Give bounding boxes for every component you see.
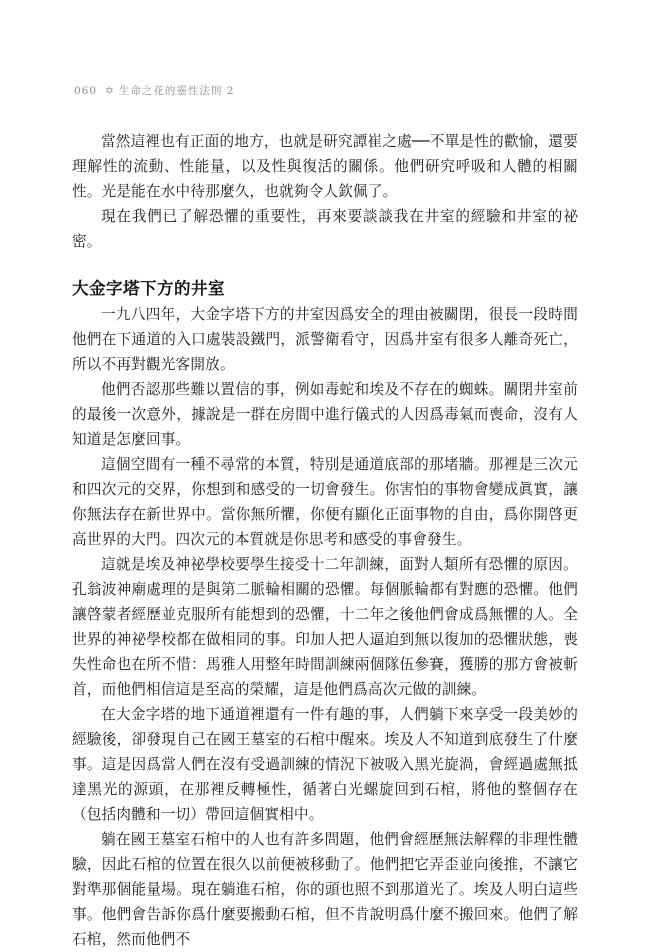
book-title: 生命之花的靈性法則 2: [118, 85, 235, 97]
page-body: [72, 120, 578, 952]
paragraph: 現在我們已了解恐懼的重要性，再來要談談我在井室的經驗和井室的祕密。: [72, 208, 578, 250]
page-number: 060: [74, 85, 98, 97]
star-of-david-icon: ✡: [105, 85, 115, 97]
paragraph: 這個空間有一種不尋常的本質，特別是通道底部的那堵牆。那裡是三次元和四次元的交界，你想到和感受的一切會發生。你害怕的事物會變成眞實，讓你無法存在新世界中。當你無所懼，你便有顯化正面事物的自由，爲你開啓更高世界的大門。四次元的本質就是你思考和感受的事會發生。: [72, 456, 578, 548]
paragraph: 這就是埃及神祕學校要學生接受十二年訓練，面對人類所有恐懼的原因。孔翁波神廟處理的是與第二脈輪相關的恐懼。每個脈輪都有對應的恐懼。他們讓啓蒙者經歷並克服所有能想到的恐懼，十二年之後他們會成爲無懼的人。全世界的神祕學校都在做相同的事。印加人把人逼迫到無以復加的恐懼狀態，喪失性命也在所不惜：馬雅人用整年時間訓練兩個隊伍參賽，獲勝的那方會被斬首，而他們相信這是至高的榮耀，這是他們爲高次元做的訓練。: [72, 556, 578, 698]
paragraph: 他們否認那些難以置信的事，例如毒蛇和埃及不存在的蜘蛛。關閉井室前的最後一次意外，據說是一群在房間中進行儀式的人因爲毒氣而喪命，沒有人知道是怎麼回事。: [72, 381, 578, 448]
paragraph: 在大金字塔的地下通道裡還有一件有趣的事，人們躺下來享受一段美妙的經驗後，卻發現自己在國王墓室的石棺中醒來。埃及人不知道到底發生了什麼事。這是因爲當人們在沒有受過訓練的情況下被吸入黑光旋渦，會經過處無抵達黑光的源頭，在那裡反轉極性，循著白光螺旋回到石棺，將他的整個存在（包括肉體和一切）帶回這個實相中。: [72, 706, 578, 823]
paragraph: 躺在國王墓室石棺中的人也有許多問題，他們會經歷無法解釋的非理性體驗，因此石棺的位置在很久以前便被移動了。他們把它弄歪並向後推，不讓它對準那個能量場。現在躺進石棺，你的頭也照不到那道光了。埃及人明白這些事。他們會告訴你爲什麼要搬動石棺，但不肯說明爲什麼不搬回來。他們了解石棺，然而他們不: [72, 831, 578, 948]
paragraph: 當然這裡也有正面的地方，也就是研究譚崔之處──不單是性的歡愉，還要理解性的流動、性能量，以及性與復活的關係。他們研究呼吸和人體的相關性。光是能在水中待那麼久，也就夠令人欽佩了。: [72, 133, 578, 200]
paragraph: 一九八四年，大金字塔下方的井室因爲安全的理由被關閉，很長一段時間他們在下通道的入口處裝設鐵門，派警衛看守，因爲井室有很多人離奇死亡，所以不再對觀光客開放。: [72, 306, 578, 373]
running-header: [74, 83, 234, 98]
section-heading: 大金字塔下方的井室: [72, 279, 225, 298]
